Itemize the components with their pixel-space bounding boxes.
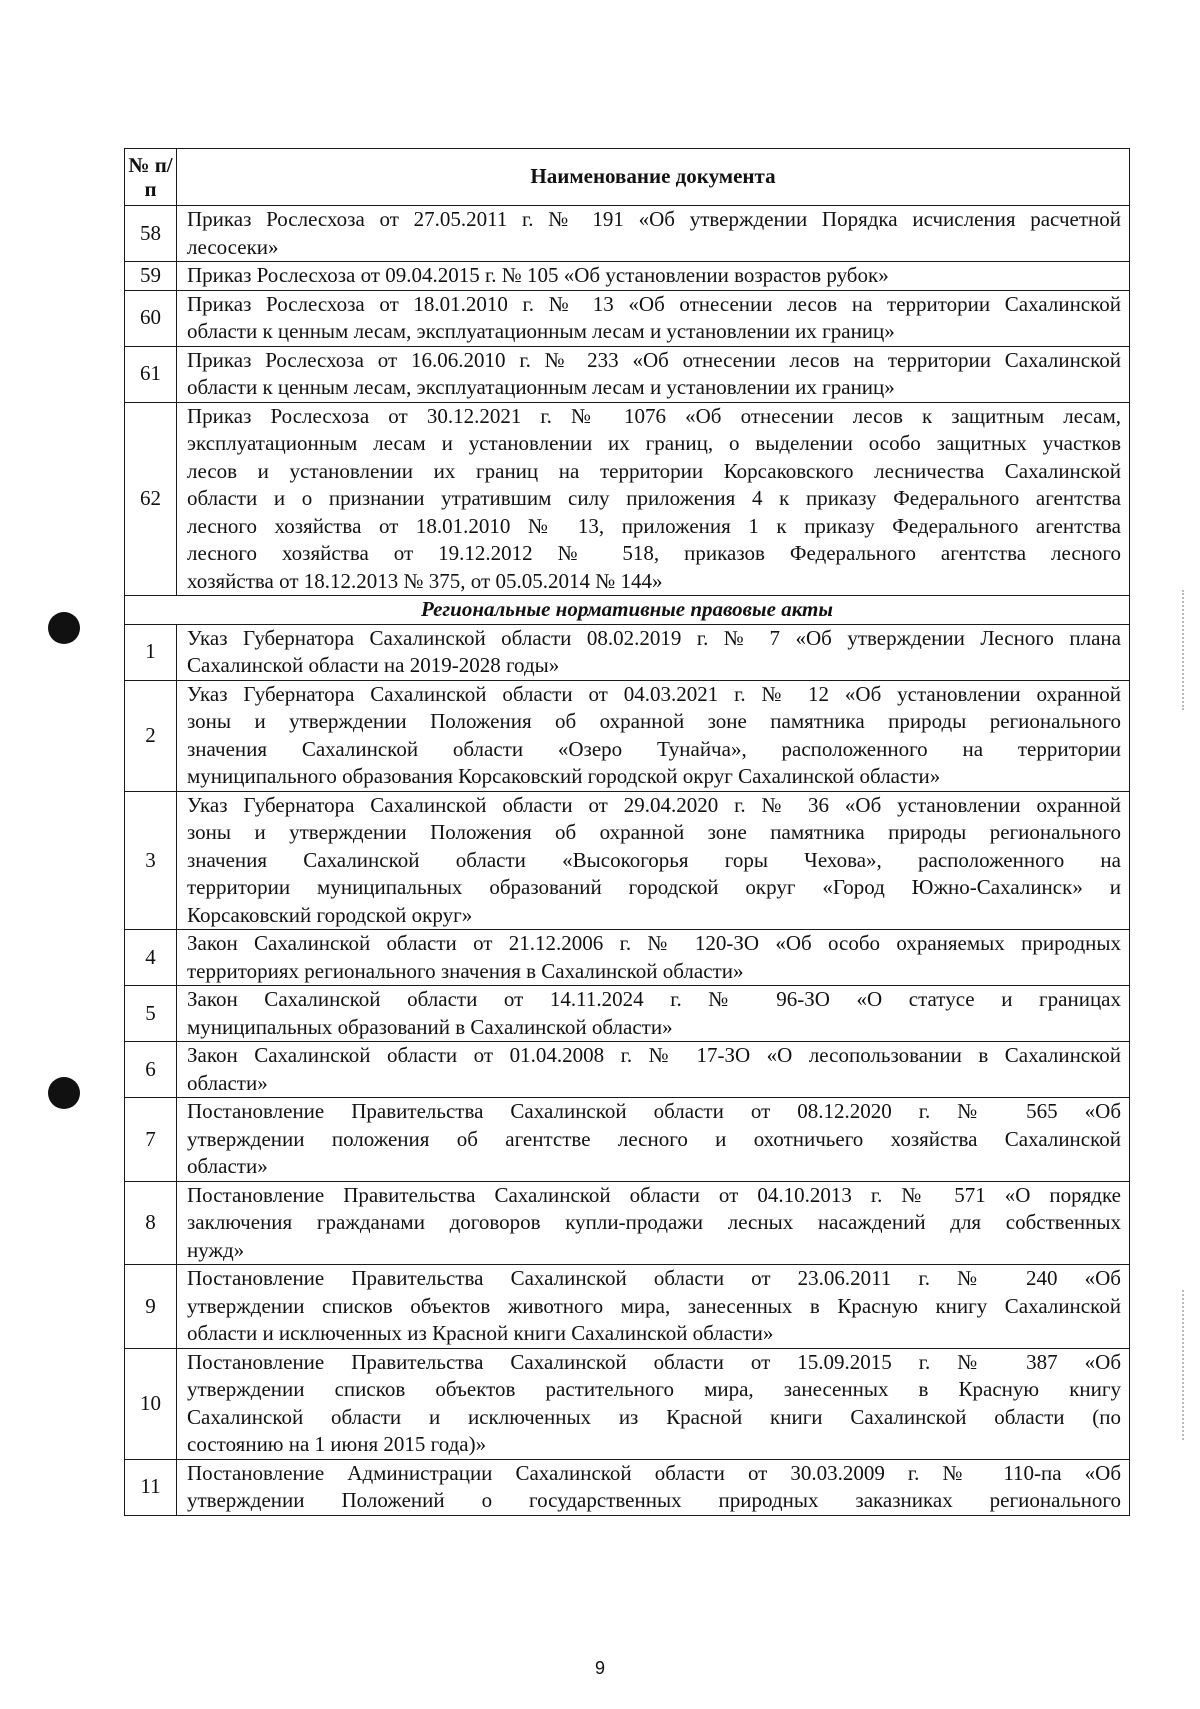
table-row xyxy=(125,986,1130,1042)
scan-artifact xyxy=(1182,1290,1188,1440)
document-title-line: Приказ Рослесхоза от 30.12.2021 г. № 1076 «Об отнесении лесов к защитным лесам, xyxy=(187,403,1121,428)
document-title-line: области и исключенных из Красной книги Сахалинской области» xyxy=(187,1321,774,1345)
document-title-line: утверждении положения об агентстве лесного и охотничьего хозяйства Сахалинской xyxy=(187,1126,1121,1151)
header-number-label: № п/п xyxy=(128,153,173,201)
document-title-line: муниципального образования Корсаковский городской округ Сахалинской области» xyxy=(187,764,941,788)
row-number: 58 xyxy=(125,206,177,262)
regional-acts-body xyxy=(125,624,1130,1515)
table-row xyxy=(125,1042,1130,1098)
document-title-line: утверждении Положений о государственных природных заказниках регионального xyxy=(187,1488,1121,1512)
document-title-line: зоны и утверждении Положения об охранной зоне памятника природы регионального xyxy=(187,820,1121,844)
table-row xyxy=(125,1181,1130,1265)
document-title-line: Сахалинской области и исключенных из Красной книги Сахалинской области (по xyxy=(187,1404,1121,1429)
row-number: 5 xyxy=(125,986,177,1042)
document-title xyxy=(177,402,1130,596)
table-row xyxy=(125,1098,1130,1182)
row-number: 62 xyxy=(125,402,177,596)
document-title-line: территории муниципальных образований городской округ «Город Южно-Сахалинск» и xyxy=(187,875,1121,899)
document-title-line: Постановление Правительства Сахалинской области от 08.12.2020 г. № 565 «Об xyxy=(187,1099,1121,1123)
header-document-name: Наименование документа xyxy=(177,149,1130,206)
row-number: 61 xyxy=(125,346,177,402)
document-title xyxy=(177,986,1130,1042)
document-title xyxy=(177,206,1130,262)
row-number: 3 xyxy=(125,791,177,930)
document-title-line: территориях регионального значения в Сахалинской области» xyxy=(187,958,744,983)
row-number: 59 xyxy=(125,262,177,291)
document-title-line: Постановление Правительства Сахалинской области от 23.06.2011 г. № 240 «Об xyxy=(187,1266,1121,1290)
document-title-line: Указ Губернатора Сахалинской области от 04.03.2021 г. № 12 «Об установлении охранной xyxy=(187,681,1121,706)
document-title xyxy=(177,262,1130,291)
document-title-line: Закон Сахалинской области от 01.04.2008 г. № 17-ЗО «О лесопользовании в Сахалинской xyxy=(187,1043,1121,1067)
document-title xyxy=(177,680,1130,791)
document-title-line: Приказ Рослесхоза от 18.01.2010 г. № 13 «Об отнесении лесов на территории Сахалинской xyxy=(187,291,1121,316)
document-title-line: Корсаковский городской округ» xyxy=(187,902,473,927)
document-title-line: эксплуатационным лесам и установлении их границ, о выделении особо защитных участков xyxy=(187,431,1121,455)
table-row xyxy=(125,1265,1130,1349)
row-number: 6 xyxy=(125,1042,177,1098)
row-number: 4 xyxy=(125,930,177,986)
table-header-row xyxy=(125,149,1130,206)
document-title-line: зоны и утверждении Положения об охранной зоне памятника природы регионального xyxy=(187,709,1121,733)
document-title-line: Приказ Рослесхоза от 16.06.2010 г. № 233 «Об отнесении лесов на территории Сахалинской xyxy=(187,347,1121,372)
document-title-line: значения Сахалинской области «Озеро Тунайча», расположенного на территории xyxy=(187,736,1121,761)
scan-artifact xyxy=(1182,590,1188,710)
section-title: Региональные нормативные правовые акты xyxy=(125,596,1130,625)
document-title xyxy=(177,1181,1130,1265)
table-row xyxy=(125,1459,1130,1515)
table-row xyxy=(125,402,1130,596)
table-row xyxy=(125,206,1130,262)
document-title-line: Постановление Правительства Сахалинской области от 15.09.2015 г. № 387 «Об xyxy=(187,1349,1121,1374)
document-title-line: области к ценным лесам, эксплуатационным лесам и установлении их границ» xyxy=(187,375,895,399)
document-title-line: лесного хозяйства от 19.12.2012 № 518, приказов Федерального агентства лесного xyxy=(187,541,1121,565)
document-title-line: утверждении списков объектов растительного мира, занесенных в Красную книгу xyxy=(187,1377,1121,1401)
row-number: 8 xyxy=(125,1181,177,1265)
header-number xyxy=(125,149,177,206)
row-number: 1 xyxy=(125,624,177,680)
table-row xyxy=(125,262,1130,291)
table-row xyxy=(125,930,1130,986)
row-number: 2 xyxy=(125,680,177,791)
row-number: 60 xyxy=(125,290,177,346)
row-number: 10 xyxy=(125,1348,177,1459)
document-title-line: области» xyxy=(187,1070,268,1095)
document-title-line: области к ценным лесам, эксплуатационным лесам и установлении их границ» xyxy=(187,319,895,343)
document-title-line: состоянию на 1 июня 2015 года)» xyxy=(187,1432,487,1456)
document-title xyxy=(177,1265,1130,1349)
table-row xyxy=(125,624,1130,680)
federal-acts-body xyxy=(125,206,1130,596)
document-title-line: Приказ Рослесхоза от 09.04.2015 г. № 105 «Об установлении возрастов рубок» xyxy=(187,263,889,287)
document-title-line: Постановление Правительства Сахалинской области от 04.10.2013 г. № 571 «О порядке xyxy=(187,1182,1121,1207)
document-title-line: лесосеки» xyxy=(187,234,279,259)
document-title xyxy=(177,1459,1130,1515)
document-title-line: лесов и установлении их границ на территории Корсаковского лесничества Сахалинской xyxy=(187,458,1121,483)
document-title-line: лесного хозяйства от 18.01.2010 № 13, приложения 1 к приказу Федерального агентства xyxy=(187,513,1121,538)
document-title xyxy=(177,1098,1130,1182)
document-title-line: заключения гражданами договоров купли-продажи лесных насаждений для собственных xyxy=(187,1210,1121,1234)
punch-hole-bottom xyxy=(48,1077,80,1109)
document-title xyxy=(177,346,1130,402)
table-row xyxy=(125,791,1130,930)
page-number: 9 xyxy=(594,1658,605,1678)
document-title xyxy=(177,624,1130,680)
document-title-line: Приказ Рослесхоза от 27.05.2011 г. № 191 «Об утверждении Порядка исчисления расчетной xyxy=(187,207,1121,231)
document-title-line: области» xyxy=(187,1154,268,1178)
document-title xyxy=(177,930,1130,986)
punch-hole-top xyxy=(48,612,80,644)
row-number: 11 xyxy=(125,1459,177,1515)
row-number: 7 xyxy=(125,1098,177,1182)
document-title xyxy=(177,1348,1130,1459)
document-title-line: Указ Губернатора Сахалинской области 08.02.2019 г. № 7 «Об утверждении Лесного плана xyxy=(187,625,1121,650)
table-row xyxy=(125,680,1130,791)
document-title-line: области и о признании утратившим силу приложения 4 к приказу Федерального агентства xyxy=(187,486,1121,510)
section-header-row xyxy=(125,596,1130,625)
document-title xyxy=(177,791,1130,930)
document-title-line: утверждении списков объектов животного мира, занесенных в Красную книгу Сахалинской xyxy=(187,1293,1121,1318)
table-row xyxy=(125,290,1130,346)
document-title-line: хозяйства от 18.12.2013 № 375, от 05.05.2014 № 144» xyxy=(187,568,663,593)
document-title xyxy=(177,1042,1130,1098)
document-title-line: муниципальных образований в Сахалинской области» xyxy=(187,1014,673,1039)
document-title-line: Указ Губернатора Сахалинской области от 29.04.2020 г. № 36 «Об установлении охранной xyxy=(187,792,1121,817)
table-row xyxy=(125,346,1130,402)
document-title-line: значения Сахалинской области «Высокогорья горы Чехова», расположенного на xyxy=(187,847,1121,872)
document-title-line: Постановление Администрации Сахалинской области от 30.03.2009 г. № 110-па «Об xyxy=(187,1460,1121,1485)
document-title-line: Закон Сахалинской области от 14.11.2024 г. № 96-ЗО «О статусе и границах xyxy=(187,987,1121,1011)
document-title-line: нужд» xyxy=(187,1237,245,1262)
row-number: 9 xyxy=(125,1265,177,1349)
table-row xyxy=(125,1348,1130,1459)
document-title-line: Сахалинской области на 2019-2028 годы» xyxy=(187,653,560,677)
document-title xyxy=(177,290,1130,346)
document-table xyxy=(124,148,1130,1516)
document-title-line: Закон Сахалинской области от 21.12.2006 г. № 120-ЗО «Об особо охраняемых природных xyxy=(187,931,1121,955)
